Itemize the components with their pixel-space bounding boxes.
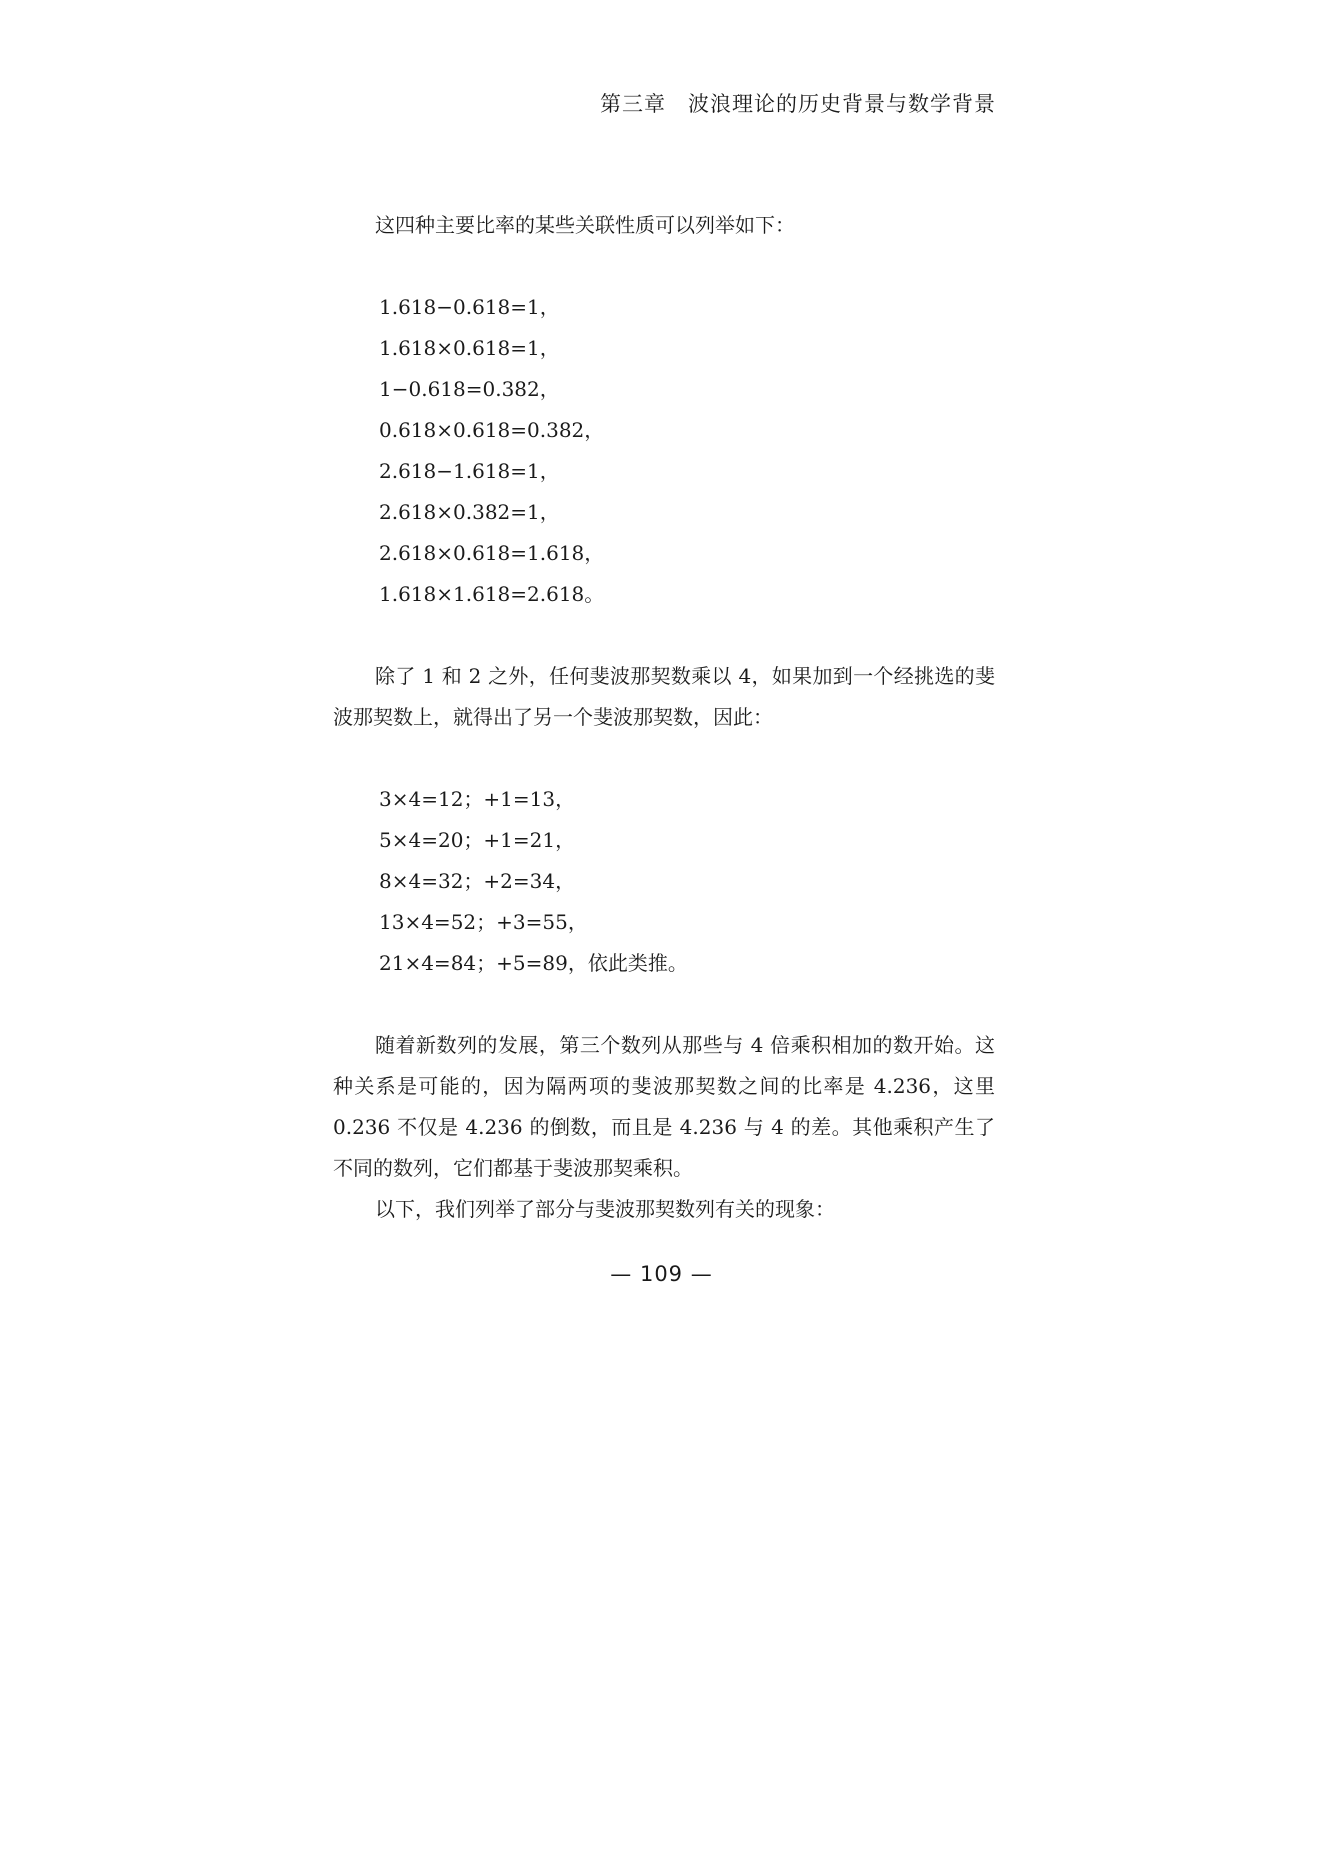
intro-paragraph: 这四种主要比率的某些关联性质可以列举如下： — [375, 213, 795, 237]
new-series-paragraph: 随着新数列的发展，第三个数列从那些与 4 倍乘积相加的数开始。这种关系是可能的，因为隔两项的斐波那契数之间的比率是 4.236，这里 0.236 不仅是 4.236 的倒数，而且是 4.236 与 4 的差。其他乘积产生了不同的数列，它们都基于斐波那契乘积。 — [333, 1033, 995, 1180]
ratio-relation: 2.618×0.618=1.618， — [379, 541, 605, 565]
ratio-relation: 1−0.618=0.382， — [379, 377, 560, 401]
ratio-relation: 2.618×0.382=1， — [379, 500, 560, 524]
ratio-relation: 1.618−0.618=1， — [379, 295, 560, 319]
phenomena-intro-paragraph: 以下，我们列举了部分与斐波那契数列有关的现象： — [375, 1197, 835, 1221]
page-body — [333, 205, 995, 1230]
fibonacci-example: 5×4=20；+1=21， — [379, 828, 576, 852]
ratio-relations-list — [333, 287, 995, 615]
ratio-relation: 2.618−1.618=1， — [379, 459, 560, 483]
ratio-relation: 0.618×0.618=0.382， — [379, 418, 605, 442]
page-number: — 109 — — [610, 1262, 713, 1286]
fibonacci-example: 13×4=52；+3=55， — [379, 910, 588, 934]
fibonacci-example: 3×4=12；+1=13， — [379, 787, 576, 811]
ratio-relation: 1.618×0.618=1， — [379, 336, 560, 360]
fibonacci-example: 21×4=84；+5=89，依此类推。 — [379, 951, 688, 975]
fibonacci-rule-paragraph: 除了 1 和 2 之外，任何斐波那契数乘以 4，如果加到一个经挑选的斐波那契数上，就得出了另一个斐波那契数，因此： — [333, 664, 995, 729]
running-header: 第三章 波浪理论的历史背景与数学背景 — [600, 92, 996, 116]
fibonacci-examples-list — [333, 779, 995, 984]
ratio-relation: 1.618×1.618=2.618。 — [379, 582, 605, 606]
fibonacci-example: 8×4=32；+2=34， — [379, 869, 576, 893]
